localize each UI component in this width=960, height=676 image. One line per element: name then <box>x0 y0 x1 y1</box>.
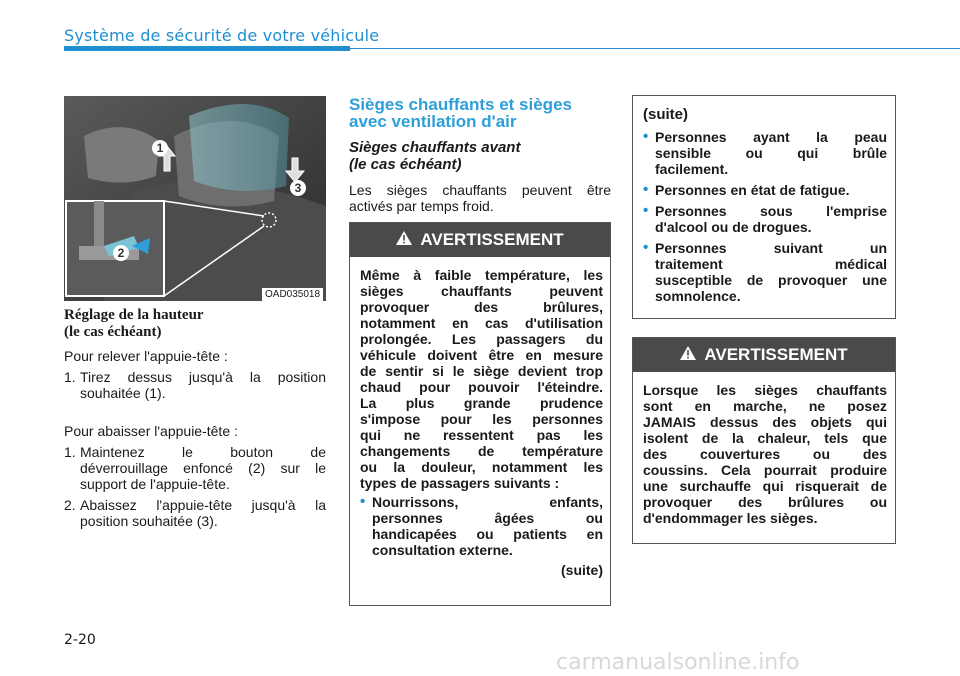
warning-1-bullet-line: consultation externe. <box>372 542 513 558</box>
raise-step-1 <box>64 369 326 401</box>
warning-2-line: isolent de la chaleur, tels que <box>643 430 887 446</box>
warning-1-line: de sentir si le siège devient trop <box>360 363 603 379</box>
warning-2-line: des couvertures ou des <box>643 446 887 462</box>
warning-1-continued: (suite) <box>561 562 603 578</box>
warning-1-label: AVERTISSEMENT <box>420 230 564 249</box>
warning-triangle-icon <box>680 345 696 365</box>
continued-bullet-line: • Personnes ayant la peau <box>655 129 887 145</box>
middle-column <box>349 96 611 214</box>
lower-step-2-line1: Abaissez l'appuie-tête jusqu'à la <box>80 497 326 513</box>
headrest-illustration <box>64 96 326 301</box>
warning-1-bullet-line: handicapées ou patients en <box>372 526 603 542</box>
warning-2-body <box>633 372 895 526</box>
page-number: 2-20 <box>64 632 96 648</box>
warning-2-line: une surchauffe qui risquerait de <box>643 478 887 494</box>
continued-bullet <box>643 129 887 177</box>
continued-bullet-line: traitement médical <box>655 256 887 272</box>
continued-bullet-line: • Personnes suivant un <box>655 240 887 256</box>
heated-body-line1: Les sièges chauffants peuvent être <box>349 182 611 198</box>
photo-code: OAD035018 <box>262 288 323 301</box>
warning-1-line: qui ne ressentent pas les <box>360 427 603 443</box>
heated-seats-title-line2: avec ventilation d'air <box>349 112 517 131</box>
warning-1-header <box>350 223 610 257</box>
header-rule-thick <box>64 46 350 51</box>
warning-1-line: prolongée. Les passagers du <box>360 331 603 347</box>
warning-1-line: s'impose pour les personnes <box>360 411 603 427</box>
continued-bullet <box>643 182 887 198</box>
continued-bullet-line: facilement. <box>655 161 729 177</box>
continued-bullet-line: somnolence. <box>655 288 741 304</box>
callout-3: 3 <box>290 180 306 196</box>
raise-step-1-num: 1. <box>64 369 76 385</box>
warning-1-line: types de passagers suivants : <box>360 475 560 491</box>
warning-1-line: provoquer des brûlures, <box>360 299 603 315</box>
lower-step-1-line3: support de l'appuie-tête. <box>80 476 230 492</box>
warning-1-bullet-line: personnes âgées ou <box>372 510 603 526</box>
continued-bullet-line: • Personnes sous l'emprise <box>655 203 887 219</box>
lower-step-2-num: 2. <box>64 497 76 513</box>
warning-1-line: sièges chauffants peuvent <box>360 283 603 299</box>
headrest-photo <box>64 96 326 301</box>
warning-1-bullet <box>360 494 603 558</box>
lower-step-1-num: 1. <box>64 444 76 460</box>
continued-bullet-line: susceptible de provoquer une <box>655 272 887 288</box>
warning-2-label: AVERTISSEMENT <box>704 345 848 364</box>
lower-step-1-line2: déverrouillage enfoncé (2) sur le <box>80 460 326 476</box>
raise-step-1-line2: souhaitée (1). <box>80 385 166 401</box>
heated-body-line2: activés par temps froid. <box>349 198 494 214</box>
callout-1: 1 <box>152 140 168 156</box>
lower-intro: Pour abaisser l'appuie-tête : <box>64 423 238 439</box>
warning-1-line: ou la douleur, notamment les <box>360 459 603 475</box>
height-adjust-heading-line2: (le cas échéant) <box>64 324 162 340</box>
heated-seats-title-line1: Sièges chauffants et sièges <box>349 95 572 114</box>
warning-2-line: sont en marche, ne posez <box>643 398 887 414</box>
continued-bullet <box>643 203 887 235</box>
continued-bullet <box>643 240 887 304</box>
warning-1-line: chaud pour pouvoir l'éteindre. <box>360 379 603 395</box>
header-rule-thin <box>350 48 960 49</box>
front-heated-subtitle-line2: (le cas échéant) <box>349 156 462 173</box>
warning-1-body <box>350 257 610 578</box>
warning-box-1 <box>349 222 611 606</box>
warning-2-line: coussins. Cela pourrait produire <box>643 462 887 478</box>
raise-intro: Pour relever l'appuie-tête : <box>64 348 228 364</box>
lower-step-1-line1: Maintenez le bouton de <box>80 444 326 460</box>
continued-bullet-line: sensible ou qui brûle <box>655 145 887 161</box>
lower-step-2-line2: position souhaitée (3). <box>80 513 218 529</box>
warning-2-header <box>633 338 895 372</box>
continued-bullet-line: • Personnes en état de fatigue. <box>655 182 850 198</box>
continued-title: (suite) <box>643 106 688 123</box>
warning-2-line: Lorsque les sièges chauffants <box>643 382 887 398</box>
continued-bullet-line: d'alcool ou de drogues. <box>655 219 812 235</box>
warning-1-line: notamment en cas d'utilisation <box>360 315 603 331</box>
warning-triangle-icon <box>396 230 412 250</box>
warning-1-line: Même à faible température, les <box>360 267 603 283</box>
warning-1-line: La plus grande prudence <box>360 395 603 411</box>
section-title: Système de sécurité de votre véhicule <box>64 26 380 45</box>
left-column <box>64 307 326 529</box>
warning-box-2 <box>632 337 896 544</box>
watermark: carmanualsonline.info <box>556 650 800 675</box>
front-heated-subtitle-line1: Sièges chauffants avant <box>349 139 521 156</box>
continued-body <box>633 96 895 304</box>
lower-step-1 <box>64 444 326 492</box>
warning-2-line: JAMAIS dessus des objets qui <box>643 414 887 430</box>
raise-step-1-line1: Tirez dessus jusqu'à la position <box>80 369 326 385</box>
continued-box <box>632 95 896 319</box>
lower-step-2 <box>64 497 326 529</box>
warning-1-line: changements de température <box>360 443 603 459</box>
warning-2-line: d'endommager les sièges. <box>643 510 818 526</box>
height-adjust-heading-line1: Réglage de la hauteur <box>64 307 204 323</box>
callout-2: 2 <box>113 245 129 261</box>
warning-2-line: provoquer des brûlures ou <box>643 494 887 510</box>
warning-1-bullet-line: • Nourrissons, enfants, <box>372 494 603 510</box>
warning-1-line: véhicule doivent être en mesure <box>360 347 603 363</box>
